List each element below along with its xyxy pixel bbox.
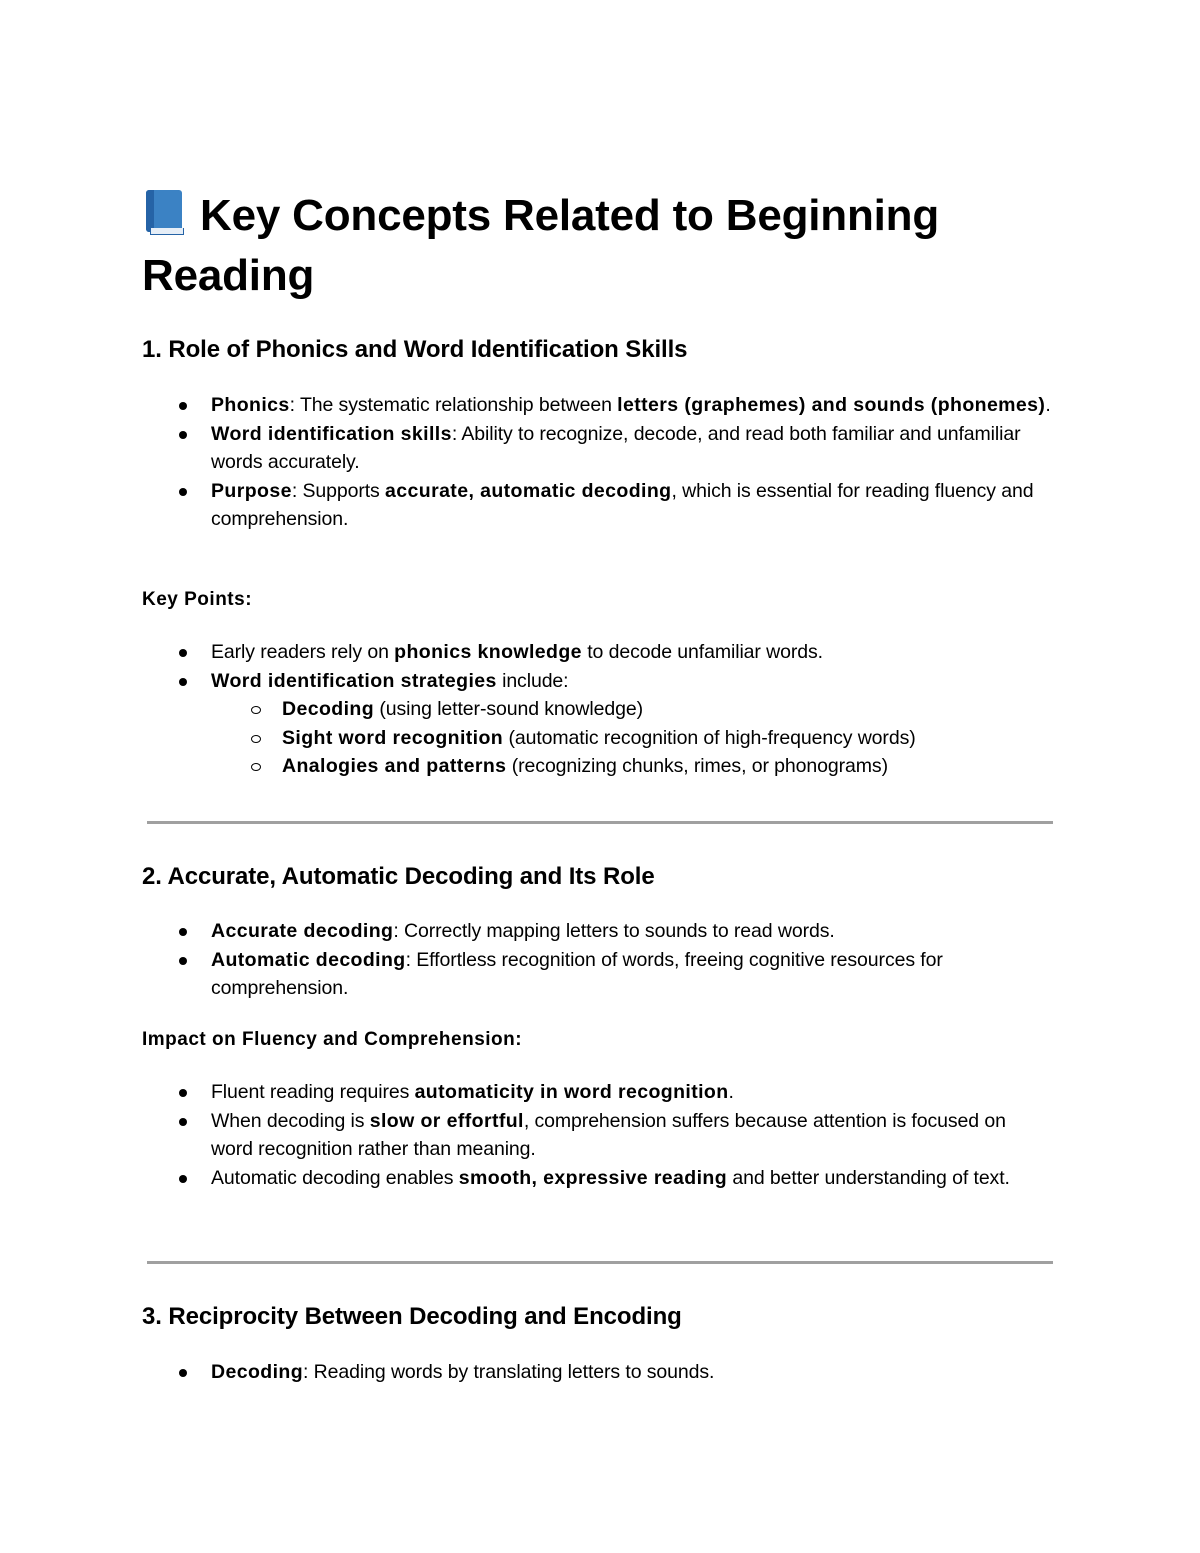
list-item: Word identification skills: Ability to recognize, decode, and read both familiar and unfamiliar words accurately.: [0, 420, 1051, 477]
list-item: Early readers rely on phonics knowledge to decode unfamiliar words.: [0, 638, 1051, 667]
strategies-sublist: [211, 695, 1051, 781]
list-item: Decoding: Reading words by translating letters to sounds.: [0, 1358, 1051, 1387]
bullet-icon: [179, 1118, 187, 1126]
sub-list-item: Decoding (using letter-sound knowledge): [211, 695, 1042, 724]
bullet-icon: [179, 1175, 187, 1183]
blue-book-icon: [142, 190, 186, 236]
hollow-bullet-icon: [251, 706, 261, 714]
list-item: Word identification strategies include: Decoding (using letter-sound knowledge) Sight word recognition (automatic recognition of high-frequency words) Analogies and patterns (recognizing chunks, rimes, or phonograms): [0, 667, 1051, 781]
bullet-icon: [179, 928, 187, 936]
bullet-icon: [179, 1089, 187, 1097]
impact-list: [0, 1078, 1051, 1192]
list-item: Automatic decoding enables smooth, expressive reading and better understanding of text.: [0, 1164, 1051, 1193]
section-2-heading: 2. Accurate, Automatic Decoding and Its Role: [142, 863, 655, 890]
section-1-heading: 1. Role of Phonics and Word Identification Skills: [142, 336, 688, 363]
bullet-icon: [179, 402, 187, 410]
list-item: Automatic decoding: Effortless recognition of words, freeing cognitive resources for comprehension.: [0, 946, 1051, 1003]
horizontal-divider: [147, 821, 1053, 824]
bullet-icon: [179, 649, 187, 657]
section-3-heading: 3. Reciprocity Between Decoding and Encoding: [142, 1303, 682, 1330]
section-1-bullet-list: [0, 391, 1051, 534]
key-points-list: [0, 638, 1051, 781]
bullet-icon: [179, 678, 187, 686]
impact-label: Impact on Fluency and Comprehension:: [142, 1029, 523, 1050]
document-title: [142, 186, 1062, 306]
bullet-icon: [179, 1369, 187, 1377]
section-2-bullet-list: [0, 917, 1051, 1003]
list-item: Fluent reading requires automaticity in word recognition.: [0, 1078, 1051, 1107]
hollow-bullet-icon: [251, 735, 261, 743]
bullet-icon: [179, 957, 187, 965]
bullet-icon: [179, 488, 187, 496]
bullet-icon: [179, 431, 187, 439]
sub-list-item: Analogies and patterns (recognizing chunks, rimes, or phonograms): [211, 752, 1042, 781]
list-item: Phonics: The systematic relationship between letters (graphemes) and sounds (phonemes).: [0, 391, 1051, 420]
document-title-text: Key Concepts Related to Beginning Reading: [142, 191, 940, 300]
list-item: Accurate decoding: Correctly mapping letters to sounds to read words.: [0, 917, 1051, 946]
list-item: Purpose: Supports accurate, automatic decoding, which is essential for reading fluency and comprehension.: [0, 477, 1051, 534]
hollow-bullet-icon: [251, 763, 261, 771]
list-item: When decoding is slow or effortful, comprehension suffers because attention is focused on word recognition rather than meaning.: [0, 1107, 1051, 1164]
horizontal-divider: [147, 1261, 1053, 1264]
section-3-bullet-list: [0, 1358, 1051, 1387]
sub-list-item: Sight word recognition (automatic recognition of high-frequency words): [211, 724, 1042, 753]
key-points-label: Key Points:: [142, 589, 253, 610]
